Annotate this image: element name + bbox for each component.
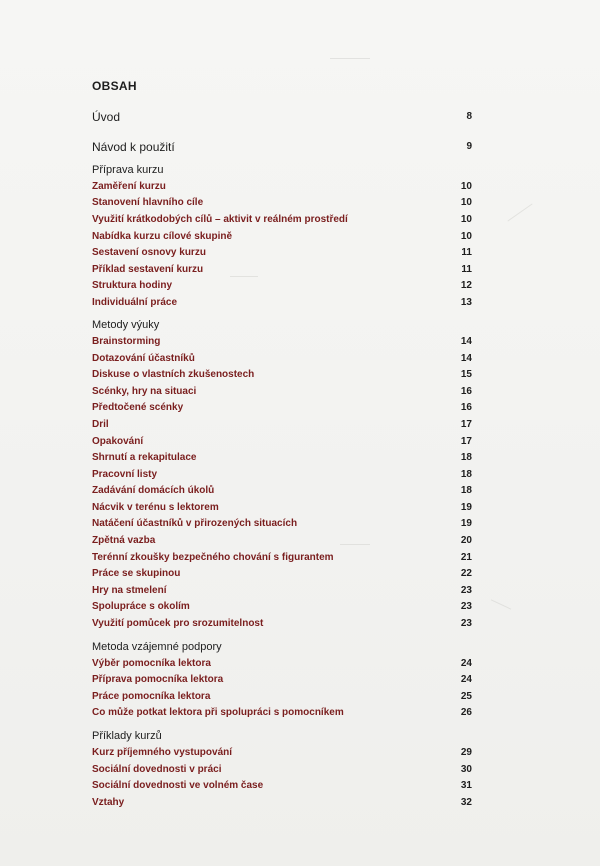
toc-item[interactable] [92, 263, 472, 277]
toc-item-label: Pracovní listy [92, 469, 158, 480]
toc-item-label: Co může potkat lektora při spolupráci s pomocníkem [92, 707, 344, 718]
toc-item-label: Sestavení osnovy kurzu [92, 247, 206, 258]
section-heading-text: Příklady kurzů [92, 730, 162, 742]
toc-item-label: Spolupráce s okolím [92, 601, 190, 612]
toc-item-page: 17 [460, 436, 472, 447]
toc-item[interactable] [92, 706, 472, 720]
toc-item-label: Dril [92, 419, 109, 430]
toc-item-label: Struktura hodiny [92, 280, 173, 291]
toc-item-label: Kurz příjemného vystupování [92, 747, 233, 758]
toc-entry-uvod[interactable] [92, 110, 472, 124]
toc-item-label: Sociální dovednosti ve volném čase [92, 780, 264, 791]
toc-item-label: Opakování [92, 436, 144, 447]
toc-item[interactable] [92, 501, 472, 515]
toc-item-page: 10 [460, 214, 472, 225]
toc-item-label: Stanovení hlavního cíle [92, 197, 204, 208]
toc-item-page: 17 [460, 419, 472, 430]
toc-item-page: 23 [460, 585, 472, 596]
toc-item[interactable] [92, 213, 472, 227]
paper-mark [507, 203, 532, 221]
toc-item-label: Terénní zkoušky bezpečného chování s figurantem [92, 552, 334, 563]
toc-entry-label: Návod k použití [92, 140, 175, 154]
toc-item-page: 10 [460, 181, 472, 192]
toc-item-page: 23 [460, 601, 472, 612]
toc-item-page: 16 [460, 386, 472, 397]
toc-item-label: Nabídka kurzu cílové skupině [92, 231, 233, 242]
toc-item-page: 10 [460, 197, 472, 208]
toc-item[interactable] [92, 246, 472, 260]
toc-item-label: Diskuse o vlastních zkušenostech [92, 369, 255, 380]
toc-item-page: 11 [461, 247, 472, 258]
toc-item-label: Využití krátkodobých cílů – aktivit v reálném prostředí [92, 214, 348, 225]
paper-mark [330, 58, 370, 59]
toc-item[interactable] [92, 763, 472, 777]
toc-item[interactable] [92, 296, 472, 310]
toc-item-label: Zpětná vazba [92, 535, 156, 546]
toc-item-label: Vztahy [92, 797, 125, 808]
toc-item[interactable] [92, 368, 472, 382]
toc-item-label: Shrnutí a rekapitulace [92, 452, 197, 463]
toc-item-page: 30 [460, 764, 472, 775]
toc-section-heading [92, 163, 472, 177]
section-heading-text: Příprava kurzu [92, 164, 164, 176]
toc-item-page: 23 [460, 618, 472, 629]
toc-item-label: Příklad sestavení kurzu [92, 264, 204, 275]
toc-item-label: Výběr pomocníka lektora [92, 658, 211, 669]
toc-item-page: 24 [460, 674, 472, 685]
toc-item[interactable] [92, 196, 472, 210]
toc-item[interactable] [92, 385, 472, 399]
toc-item[interactable] [92, 352, 472, 366]
toc-item[interactable] [92, 517, 472, 531]
toc-item-label: Zadávání domácích úkolů [92, 485, 215, 496]
toc-title: OBSAH [92, 79, 137, 93]
toc-item[interactable] [92, 468, 472, 482]
toc-item-label: Příprava pomocníka lektora [92, 674, 224, 685]
toc-item[interactable] [92, 484, 472, 498]
toc-item[interactable] [92, 180, 472, 194]
toc-item-label: Práce se skupinou [92, 568, 181, 579]
toc-item-page: 10 [460, 231, 472, 242]
toc-item-label: Práce pomocníka lektora [92, 691, 211, 702]
toc-item[interactable] [92, 600, 472, 614]
toc-item-label: Využití pomůcek pro srozumitelnost [92, 618, 264, 629]
toc-item[interactable] [92, 279, 472, 293]
toc-item-page: 16 [460, 402, 472, 413]
toc-item-label: Individuální práce [92, 297, 178, 308]
toc-entry-page: 9 [466, 141, 472, 152]
toc-item[interactable] [92, 690, 472, 704]
toc-item-page: 31 [460, 780, 472, 791]
toc-entry-label: Úvod [92, 110, 121, 124]
toc-item-page: 14 [460, 336, 472, 347]
toc-item-page: 11 [461, 264, 472, 275]
toc-item-page: 19 [460, 502, 472, 513]
toc-section-heading [92, 729, 472, 743]
toc-item-label: Předtočené scénky [92, 402, 184, 413]
toc-item[interactable] [92, 435, 472, 449]
toc-section-heading [92, 640, 472, 654]
toc-section-heading [92, 318, 472, 332]
toc-item-page: 22 [460, 568, 472, 579]
toc-item[interactable] [92, 534, 472, 548]
toc-item[interactable] [92, 673, 472, 687]
toc-item[interactable] [92, 584, 472, 598]
toc-item-page: 19 [460, 518, 472, 529]
toc-item-label: Sociální dovednosti v práci [92, 764, 222, 775]
toc-item[interactable] [92, 779, 472, 793]
toc-item-label: Zaměření kurzu [92, 181, 166, 192]
toc-item-label: Scénky, hry na situaci [92, 386, 197, 397]
toc-item-page: 25 [460, 691, 472, 702]
toc-item-label: Dotazování účastníků [92, 353, 195, 364]
toc-entry-navod[interactable] [92, 140, 472, 154]
toc-item-page: 18 [460, 469, 472, 480]
toc-item-page: 12 [460, 280, 472, 291]
toc-item[interactable] [92, 418, 472, 432]
toc-item-page: 20 [460, 535, 472, 546]
toc-item-label: Hry na stmelení [92, 585, 167, 596]
section-heading-text: Metody výuky [92, 319, 160, 331]
toc-item-page: 32 [460, 797, 472, 808]
toc-item[interactable] [92, 335, 472, 349]
paper-mark [491, 599, 511, 609]
toc-item[interactable] [92, 401, 472, 415]
toc-item-page: 29 [460, 747, 472, 758]
toc-entry-page: 8 [466, 111, 472, 122]
toc-item[interactable] [92, 230, 472, 244]
section-heading-text: Metoda vzájemné podpory [92, 641, 222, 653]
toc-item-label: Nácvik v terénu s lektorem [92, 502, 219, 513]
toc-item-page: 24 [460, 658, 472, 669]
toc-item-page: 14 [460, 353, 472, 364]
toc-item[interactable] [92, 657, 472, 671]
toc-item[interactable] [92, 617, 472, 631]
toc-item-page: 18 [460, 452, 472, 463]
toc-item[interactable] [92, 796, 472, 810]
toc-item-page: 26 [460, 707, 472, 718]
toc-item-label: Natáčení účastníků v přirozených situacích [92, 518, 298, 529]
toc-item-label: Brainstorming [92, 336, 161, 347]
toc-item-page: 21 [460, 552, 472, 563]
toc-item-page: 15 [460, 369, 472, 380]
toc-item[interactable] [92, 551, 472, 565]
toc-item[interactable] [92, 746, 472, 760]
toc-item[interactable] [92, 567, 472, 581]
toc-item[interactable] [92, 451, 472, 465]
toc-item-page: 18 [460, 485, 472, 496]
toc-item-page: 13 [460, 297, 472, 308]
